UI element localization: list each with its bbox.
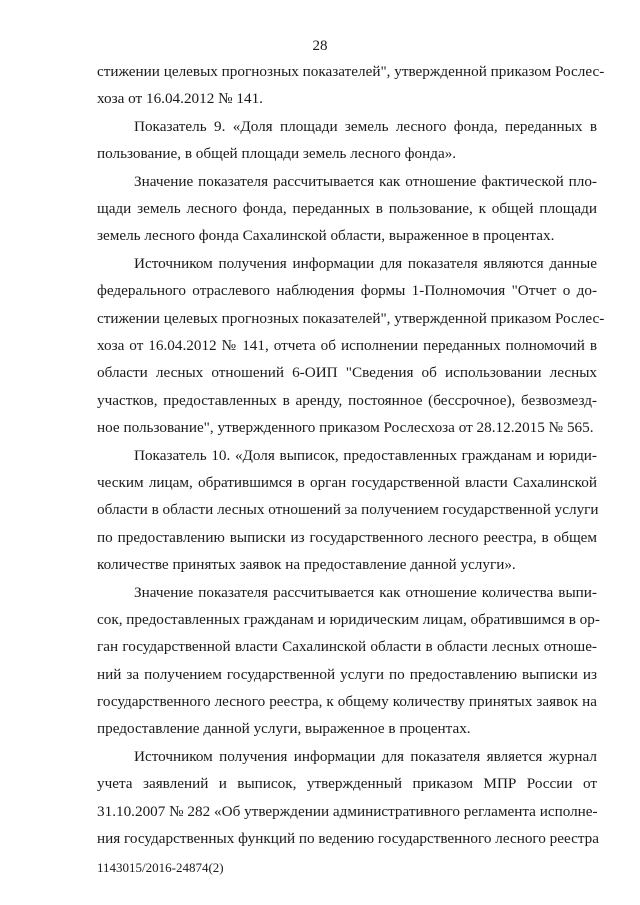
text-line: щади земель лесного фонда, переданных в пользование, к общей площади [97, 200, 597, 217]
text-line: предоставление данной услуги, выраженное в процентах. [97, 720, 471, 737]
text-line: ган государственной власти Сахалинской области в области лесных отноше- [97, 638, 597, 655]
text-line: Источником получения информации для показателя является журнал [134, 748, 597, 765]
text-line: учета заявлений и выписок, утвержденный приказом МПР России от [97, 775, 597, 792]
text-line: земель лесного фонда Сахалинской области, выраженное в процентах. [97, 227, 555, 244]
text-line: Значение показателя рассчитывается как отношение фактической пло- [134, 173, 597, 190]
text-line: области лесных отношений 6-ОИП "Сведения об использовании лесных [97, 364, 597, 381]
text-line: хоза от 16.04.2012 № 141. [97, 90, 263, 107]
text-line: Показатель 10. «Доля выписок, предоставленных гражданам и юриди- [134, 447, 597, 464]
text-line: 31.10.2007 № 282 «Об утверждении административного регламента исполне- [97, 803, 598, 820]
text-line: ное пользование", утвержденного приказом Рослесхоза от 28.12.2015 № 565. [97, 419, 594, 436]
text-line: стижении целевых прогнозных показателей", утвержденной приказом Рослес- [97, 63, 605, 80]
text-line: ния государственных функций по ведению государственного лесного реестра [97, 830, 600, 847]
text-line: Показатель 9. «Доля площади земель лесного фонда, переданных в [134, 118, 597, 135]
text-line: ческим лицам, обратившимся в орган государственной власти Сахалинской [97, 474, 597, 491]
text-line: по предоставлению выписки из государственного лесного реестра, в общем [97, 529, 597, 546]
text-line: хоза от 16.04.2012 № 141, отчета об исполнении переданных полномочий в [97, 337, 597, 354]
document-code: 1143015/2016-24874(2) [97, 860, 224, 875]
text-line: Источником получения информации для показателя являются данные [134, 255, 597, 272]
page-number: 28 [312, 38, 328, 54]
text-line: стижении целевых прогнозных показателей", утвержденной приказом Рослес- [97, 310, 605, 327]
text-line: федерального отраслевого наблюдения формы 1-Полномочия "Отчет о до- [97, 282, 597, 299]
text-line: пользование, в общей площади земель лесного фонда». [97, 145, 457, 162]
text-line: ний за получением государственной услуги по предоставлению выписки из [97, 666, 597, 683]
text-line: области в области лесных отношений за получением государственной услуги [97, 501, 599, 518]
text-line: сок, предоставленных гражданам и юридическим лицам, обратившимся в ор- [97, 611, 600, 628]
text-line: участков, предоставленных в аренду, постоянное (бессрочное), безвозмезд- [97, 392, 597, 409]
text-line: государственного лесного реестра, к общему количеству принятых заявок на [97, 693, 597, 710]
text-line: количестве принятых заявок на предоставление данной услуги». [97, 556, 516, 573]
text-line: Значение показателя рассчитывается как отношение количества выпи- [134, 584, 597, 601]
